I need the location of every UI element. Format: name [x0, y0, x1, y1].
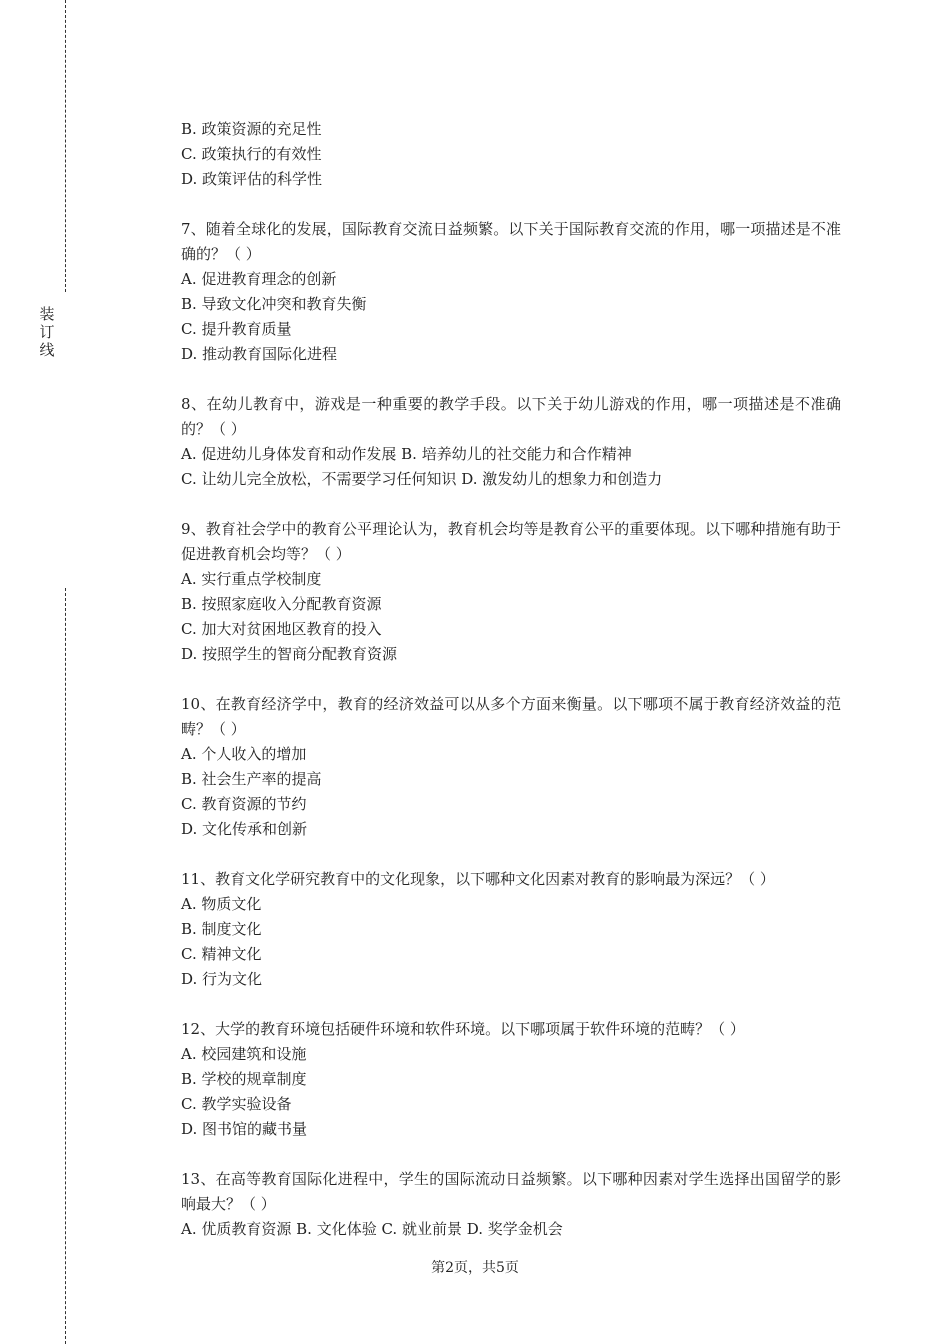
option: C. 教学实验设备 — [181, 1095, 292, 1113]
question-7 — [181, 217, 841, 367]
option: B. 社会生产率的提高 — [181, 770, 322, 788]
option: C. 提升教育质量 — [181, 320, 292, 338]
question-11 — [181, 867, 841, 992]
option: B. 制度文化 — [181, 920, 262, 938]
option: A. 校园建筑和设施 — [181, 1045, 307, 1063]
option: A. 促进教育理念的创新 — [181, 270, 337, 288]
question-8 — [181, 392, 841, 492]
binding-label-char: 装 — [39, 305, 55, 323]
question-stem: 7、随着全球化的发展，国际教育交流日益频繁。以下关于国际教育交流的作用，哪一项描述是不准确的？（ ） — [181, 220, 841, 263]
question-list — [181, 117, 841, 1242]
question-stem: 11、教育文化学研究教育中的文化现象，以下哪种文化因素对教育的影响最为深远？（ ） — [181, 870, 775, 888]
option: C. 精神文化 — [181, 945, 262, 963]
option: A. 个人收入的增加 — [181, 745, 307, 763]
option: C. 加大对贫困地区教育的投入 — [181, 620, 382, 638]
binding-label-char: 线 — [39, 341, 55, 359]
option: D. 行为文化 — [181, 970, 263, 988]
option: D. 文化传承和创新 — [181, 820, 308, 838]
binding-line-bottom — [65, 588, 66, 1344]
option: A. 促进幼儿身体发育和动作发展 B. 培养幼儿的社交能力和合作精神 — [181, 445, 632, 463]
binding-label — [38, 305, 56, 359]
question-stem: 13、在高等教育国际化进程中，学生的国际流动日益频繁。以下哪种因素对学生选择出国留学的影响最大？（ ） — [181, 1170, 841, 1213]
option: D. 图书馆的藏书量 — [181, 1120, 308, 1138]
option: B. 按照家庭收入分配教育资源 — [181, 595, 382, 613]
option: A. 实行重点学校制度 — [181, 570, 322, 588]
question-9 — [181, 517, 841, 667]
option: B. 导致文化冲突和教育失衡 — [181, 295, 367, 313]
question-stem: 8、在幼儿教育中，游戏是一种重要的教学手段。以下关于幼儿游戏的作用，哪一项描述是不准确的？（ ） — [181, 395, 841, 438]
binding-label-char: 订 — [39, 323, 55, 341]
question-12 — [181, 1017, 841, 1142]
option: C. 让幼儿完全放松，不需要学习任何知识 D. 激发幼儿的想象力和创造力 — [181, 470, 663, 488]
page-number: 第2页，共5页 — [431, 1260, 519, 1276]
option: B. 学校的规章制度 — [181, 1070, 307, 1088]
option: C. 教育资源的节约 — [181, 795, 307, 813]
option: C. 政策执行的有效性 — [181, 145, 322, 163]
binding-line-top — [65, 0, 66, 292]
option: B. 政策资源的充足性 — [181, 120, 322, 138]
option: D. 按照学生的智商分配教育资源 — [181, 645, 398, 663]
leading-options — [181, 117, 841, 192]
question-stem: 12、大学的教育环境包括硬件环境和软件环境。以下哪项属于软件环境的范畴？（ ） — [181, 1020, 745, 1038]
option: D. 推动教育国际化进程 — [181, 345, 338, 363]
question-stem: 10、在教育经济学中，教育的经济效益可以从多个方面来衡量。以下哪项不属于教育经济效益的范畴？（ ） — [181, 695, 841, 738]
question-10 — [181, 692, 841, 842]
question-stem: 9、教育社会学中的教育公平理论认为，教育机会均等是教育公平的重要体现。以下哪种措施有助于促进教育机会均等？（ ） — [181, 520, 841, 563]
option: A. 优质教育资源 B. 文化体验 C. 就业前景 D. 奖学金机会 — [181, 1220, 563, 1238]
option: A. 物质文化 — [181, 895, 262, 913]
option: D. 政策评估的科学性 — [181, 170, 323, 188]
question-13 — [181, 1167, 841, 1242]
